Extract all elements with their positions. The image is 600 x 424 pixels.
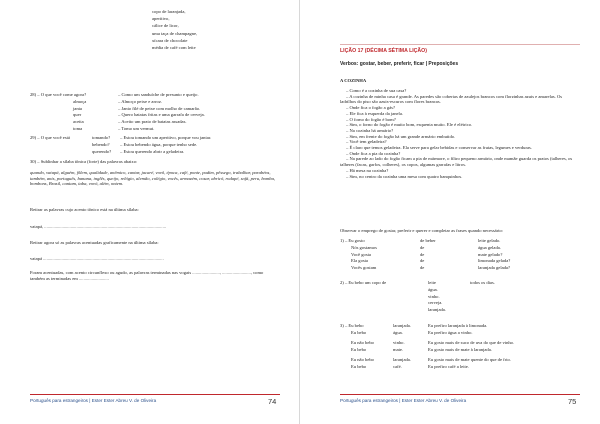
ex2-item: cerveja. <box>428 300 443 306</box>
dialogue-line: – É claro que temos geladeira. Ela serve para gelar bebidas e conservar as frutas, legumes e verduras. <box>346 145 532 151</box>
ex28-answer: – Janto filé de peixe com molho de camarão. <box>118 105 201 111</box>
ex1-object: leite gelado. <box>478 238 501 243</box>
retirar-answer-line-2: vatapá ......................................................................................................... <box>30 256 164 261</box>
ex3-preference: Eu gosto mais de mate quente do que de frio. <box>428 357 511 362</box>
dialogue-line: – Na cozinha há armário? <box>346 127 394 133</box>
ex3-subject: Eu bebo <box>351 346 367 352</box>
dialogue-line: – Sim, em frente do fogão há um grande armário embutido. <box>346 133 456 139</box>
lesson-title: LIÇÃO 17 (DÉCIMA SÉTIMA LIÇÃO) <box>340 48 427 54</box>
ex1-subject: Ela gosta <box>351 258 368 264</box>
ex28-answer: – Tomo um vermut. <box>118 126 155 131</box>
retirar-answer-line-1: vatapá, .......................................................................................................... <box>30 224 167 229</box>
ex1-verb: de <box>420 265 425 271</box>
exercise-30-label: 30) – Sublinhar a sílaba tônica (forte) das palavras abaixo: <box>30 159 138 164</box>
ex3-preference: Eu prefiro água a vinho. <box>428 329 473 335</box>
exercise-3-label: 3) – Eu bebo <box>340 323 364 328</box>
footer-rule <box>340 394 580 395</box>
exercise-28-label: 28) – O que você come agora? <box>30 92 87 97</box>
dialogue-line: – Sim, o forno do fogão é muito bom, esquenta muito. Ele é elétrico. <box>346 122 473 128</box>
ex3-drink: laranjada. <box>393 323 411 328</box>
dialogue-line: – Onde fica o fogão a gás? <box>346 105 395 111</box>
ex28-verb: toma <box>73 126 83 131</box>
exercise-29-label: 29) – O que você está <box>30 135 70 140</box>
page-number: 74 <box>268 397 277 406</box>
ex28-verb: almoça <box>73 98 87 104</box>
ex29-answer: – Estou tomando um aperitivo, porque vou jantar. <box>120 135 212 140</box>
ex2-item: laranjada. <box>428 307 446 313</box>
ex3-drink: vinho. <box>393 340 405 345</box>
dialogue-line: – Você tem geladeira? <box>346 139 387 145</box>
ex1-object: limonada gelada? <box>478 258 511 264</box>
observe-instruction: Observar o emprego de gostar, preferir e querer e completar as frases quando necessário: <box>340 228 504 233</box>
ex1-object: água gelada. <box>478 244 501 250</box>
ex3-subject: Eu bebo <box>351 329 367 335</box>
ex3-drink: laranjada. <box>393 357 411 362</box>
ex2-item: água. <box>428 286 438 292</box>
ex1-verb: de beber <box>420 238 436 243</box>
section-title: A COZINHA <box>340 78 367 83</box>
exercise-30-words: quando, vatapá, alguém, fôlem, qualidade, anêmico, cantar, jacaré, vovô, época, café, ponte, pudim, pêssego, trabalhar, parabéns, também, anis, português, banana, inglês, queijo, relógio, alemão, colégio, vocês, armazém, cosar, abricó, rodapé, sofá, peru, bomba, bombons, Brasil, cantam, taba, vovó, além, ontem. <box>30 170 276 187</box>
menu-item: xícara de chocolate <box>152 37 188 43</box>
page-number: 75 <box>568 397 577 406</box>
menu-item: cálice de licor, <box>152 23 179 29</box>
ex28-answer: – Como um sanduíche de presunto e queijo. <box>118 92 199 97</box>
ex2-item: vinho. <box>428 293 440 299</box>
ex3-preference: Eu prefiro laranjada à limonada. <box>428 323 488 328</box>
ex29-answer: – Estou bebendo água, porque tenho sede. <box>120 141 198 147</box>
ex29-answer: – Estou querendo abrir a geladeira. <box>120 148 185 154</box>
exercise-2-label: 2) – Eu bebo um copo de <box>340 280 387 285</box>
dialogue-line: – Ele fica à esquerda da janela. <box>346 110 404 116</box>
ex1-subject: Nós gostamos <box>351 244 377 250</box>
footer-text: Português para estrangeiros | Ester Ester Abreu V. de Oliveira <box>30 398 157 403</box>
ex29-verb: tomando? <box>92 135 111 140</box>
ex28-answer: – Aceito um prato de batatas assadas. <box>118 119 187 125</box>
ex28-answer: – Almoço peixe e arroz. <box>118 98 163 104</box>
menu-item: média de café com leite <box>152 45 196 50</box>
ex28-verb: quer <box>73 112 82 118</box>
dialogue-line: – A cozinha de minha casa é grande. As paredes são cobertas de azulejos brancos com florzinhas azuis e amarelas. Os ladrilhos do piso são azuis-escuros com flores brancas. <box>340 93 563 105</box>
ex29-verb: bebendo? <box>92 141 110 147</box>
ex3-subject: Eu não bebo <box>351 340 374 345</box>
ex28-verb: janta <box>73 105 82 111</box>
right-page <box>300 0 600 424</box>
menu-item: copo de laranjada, <box>152 9 186 14</box>
ex1-subject: Você gosta <box>351 251 371 257</box>
ex1-subject: Vocês gostam <box>351 265 377 271</box>
dialogue-line: – Na parede ao lado do fogão ficam a pia de mármore, o filtro pequeno armário, onde mamãe guarda os pratos (talheres, os talheres (facas, garfos, colheres), os copos, algumas garrafas e litros. <box>340 156 573 168</box>
dialogue-line: – Como é a cozinha de sua casa? <box>346 88 407 93</box>
acentuadas-statement: Foram acentuadas, com acento circunflexo ou agudo, as palavras terminadas nas vogais ........................, ........................., como também as terminadas em .......................... <box>30 270 264 281</box>
ex3-preference: Eu prefiro café a leite. <box>428 363 469 369</box>
dialogue-line: – O forno do fogão é bom? <box>346 116 396 122</box>
dialogue-line: – Há mesa na cozinha? <box>346 167 389 173</box>
ex1-verb: de <box>420 251 425 257</box>
ex3-subject: Eu bebo <box>351 363 367 369</box>
header-rule <box>340 44 580 45</box>
retirar-instruction-1: Retirar as palavras cujo acento tônico está na última sílaba: <box>30 207 139 212</box>
ex1-object: mate gelado? <box>478 251 503 257</box>
exercise-1-label: 1) – Eu gosto <box>340 238 365 243</box>
ex1-verb: de <box>420 258 425 264</box>
ex3-drink: mate. <box>393 346 404 352</box>
footer-rule <box>30 394 280 395</box>
ex1-object: laranjada gelada? <box>478 265 511 271</box>
verbs-heading: Verbos: gostar, beber, preferir, ficar | Preposições <box>340 61 459 67</box>
ex2-item: leite <box>428 280 436 285</box>
menu-item: aperitivo, <box>152 16 170 22</box>
ex3-drink: café. <box>393 363 402 369</box>
dialogue <box>340 88 578 179</box>
ex28-answer: – Quero batatas fritas e uma garrafa de cerveja. <box>118 112 205 118</box>
dialogue-line: – Sim, no centro da cozinha uma mesa com quatro banquinhos. <box>346 173 463 179</box>
footer-text: Português para estrangeiros | Ester Ester Abreu V. de Oliveira <box>340 398 467 403</box>
ex28-verb: aceita <box>73 119 84 125</box>
menu-item: uma taça de champagne, <box>152 30 198 36</box>
ex3-drink: água. <box>393 329 403 335</box>
ex29-verb: querendo? <box>92 148 112 154</box>
exercise-2-tail: todos os dias. <box>470 280 495 285</box>
ex3-preference: Eu gosto mais de mate à laranjada. <box>428 346 492 352</box>
ex3-preference: Eu gosto mais de suco de uva do que de vinho. <box>428 340 515 345</box>
ex1-verb: de <box>420 244 425 250</box>
retirar-instruction-2: Retirar agora só as palavras acentuadas graficamente na última sílaba: <box>30 240 159 245</box>
ex3-subject: Eu não bebo <box>351 357 374 362</box>
dialogue-line: – Onde fica a pia da cozinha? <box>346 150 401 156</box>
